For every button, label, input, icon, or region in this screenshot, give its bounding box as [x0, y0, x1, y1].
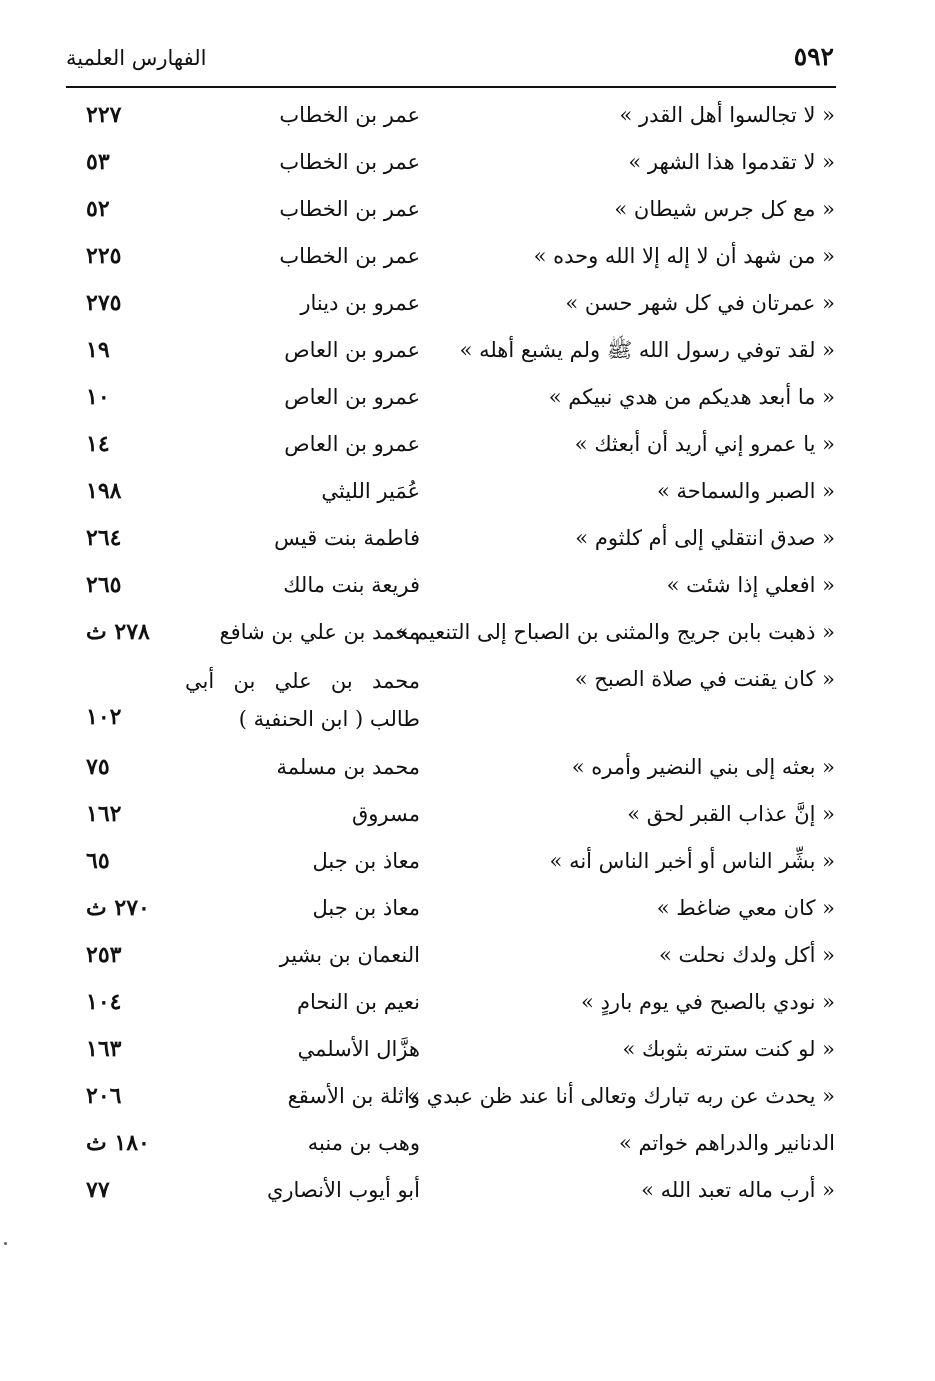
hadith-text: « كان يقنت في صلاة الصبح » [574, 667, 835, 691]
hadith-text: « من شهد أن لا إله إلا الله وحده » [533, 244, 835, 268]
table-row [0, 374, 935, 421]
page-number: ٥٩٢ [793, 42, 834, 71]
hadith-text: « بشِّر الناس أو أخبر الناس أنه » [549, 849, 835, 873]
table-row [0, 562, 935, 609]
narrator-name: النعمان بن بشير [279, 943, 420, 967]
table-row [0, 656, 935, 744]
page-reference: ١٠ [86, 384, 110, 410]
narrator-name: مسروق [351, 802, 420, 826]
page-reference: ٢٢٧ [86, 102, 122, 128]
narrator-name: واثلة بن الأسقع [287, 1084, 420, 1108]
page-reference: ٧٧ [86, 1177, 110, 1203]
narrator-name: عمرو بن العاص [284, 432, 420, 456]
hadith-text: « يحدث عن ربه تبارك وتعالى أنا عند ظن عبدي » [407, 1084, 835, 1108]
page-reference: ١٠٢ [86, 704, 122, 730]
hadith-text: « يا عمرو إني أريد أن أبعثك » [574, 432, 835, 456]
table-row [0, 515, 935, 562]
table-row [0, 327, 935, 374]
narrator-name: عمر بن الخطاب [279, 103, 420, 127]
table-row [0, 744, 935, 791]
hadith-text: « إنَّ عذاب القبر لحق » [627, 802, 835, 826]
table-row [0, 609, 935, 656]
index-table [0, 92, 935, 1214]
narrator-name: هزَّال الأسلمي [297, 1037, 420, 1061]
hadith-text: « لقد توفي رسول الله ﷺ ولم يشبع أهله » [459, 338, 835, 362]
table-row [0, 1167, 935, 1214]
page-reference: ٦٥ [86, 848, 110, 874]
table-row [0, 186, 935, 233]
table-row [0, 1073, 935, 1120]
hadith-text: « لا تقدموا هذا الشهر » [628, 150, 835, 174]
narrator-name: عمرو بن العاص [284, 338, 420, 362]
table-row [0, 838, 935, 885]
hadith-text: « لا تجالسوا أهل القدر » [619, 103, 835, 127]
table-row [0, 139, 935, 186]
page-reference: ٢٧٠ ث [86, 895, 150, 921]
narrator-name: محمد بن علي بن شافع [219, 620, 420, 644]
narrator-name: فريعة بنت مالك [283, 573, 420, 597]
hadith-text: « كان معي ضاغط » [656, 896, 835, 920]
page-reference: ٢٧٨ ث [86, 619, 150, 645]
narrator-name: محمد بن مسلمة [276, 755, 420, 779]
page-reference: ٢٠٦ [86, 1083, 122, 1109]
table-row [0, 932, 935, 979]
table-row [0, 1120, 935, 1167]
page-reference: ١٦٣ [86, 1036, 122, 1062]
table-row [0, 421, 935, 468]
hadith-text: « بعثه إلى بني النضير وأمره » [571, 755, 835, 779]
page-reference: ٥٣ [86, 149, 110, 175]
page-header [66, 38, 834, 86]
hadith-text: الدنانير والدراهم خواتم » [618, 1131, 835, 1155]
hadith-text: « صدق انتقلي إلى أم كلثوم » [575, 526, 835, 550]
narrator-name: عُمَير الليثي [321, 479, 420, 503]
hadith-text: « الصبر والسماحة » [657, 479, 835, 503]
page-reference: ٢٦٥ [86, 572, 122, 598]
page-reference: ١٩ [86, 337, 110, 363]
narrator-name: عمر بن الخطاب [279, 197, 420, 221]
table-row [0, 1026, 935, 1073]
narrator-name: أبو أيوب الأنصاري [266, 1178, 420, 1202]
table-row [0, 280, 935, 327]
hadith-text: « ما أبعد هديكم من هدي نبيكم » [548, 385, 835, 409]
hadith-text: « لو كنت سترته بثوبك » [622, 1037, 835, 1061]
table-row [0, 468, 935, 515]
table-row [0, 233, 935, 280]
narrator-name: وهب بن منبه [307, 1131, 420, 1155]
table-row [0, 885, 935, 932]
narrator-name: معاذ بن جبل [312, 849, 420, 873]
narrator-name: عمرو بن دينار [300, 291, 420, 315]
page-reference: ٢٦٤ [86, 525, 122, 551]
page-reference: ١٤ [86, 431, 110, 457]
table-row [0, 791, 935, 838]
hadith-text: « افعلي إذا شئت » [666, 573, 835, 597]
hadith-text: « نودي بالصبح في يوم باردٍ » [581, 990, 835, 1014]
table-row [0, 92, 935, 139]
narrator-name: محمد بن علي بن أبي طالب ( ابن الحنفية ) [185, 669, 420, 731]
page-reference: ٧٥ [86, 754, 110, 780]
page-reference: ٢٥٣ [86, 942, 122, 968]
page-reference: ١٨٠ ث [86, 1130, 150, 1156]
page-reference: ٢٧٥ [86, 290, 122, 316]
margin-mark [4, 1242, 7, 1245]
narrator-name: عمر بن الخطاب [279, 244, 420, 268]
hadith-text: « عمرتان في كل شهر حسن » [565, 291, 835, 315]
page-reference: ١٦٢ [86, 801, 122, 827]
page-reference: ٥٢ [86, 196, 110, 222]
hadith-text: « أكل ولدك نحلت » [659, 943, 835, 967]
narrator-name: عمرو بن العاص [284, 385, 420, 409]
narrator-name: فاطمة بنت قيس [274, 526, 420, 550]
page-reference: ٢٢٥ [86, 243, 122, 269]
table-row [0, 979, 935, 1026]
hadith-text: « أرب ماله تعبد الله » [641, 1178, 835, 1202]
hadith-text: « مع كل جرس شيطان » [614, 197, 835, 221]
header-rule [66, 86, 836, 88]
narrator-name: نعيم بن النحام [297, 990, 420, 1014]
hadith-text: « ذهبت بابن جريج والمثنى بن الصباح إلى التنعيم » [395, 620, 835, 644]
page-reference: ١٠٤ [86, 989, 122, 1015]
narrator-name: عمر بن الخطاب [279, 150, 420, 174]
narrator-name: معاذ بن جبل [312, 896, 420, 920]
page-reference: ١٩٨ [86, 478, 122, 504]
running-title: الفهارس العلمية [66, 46, 207, 70]
